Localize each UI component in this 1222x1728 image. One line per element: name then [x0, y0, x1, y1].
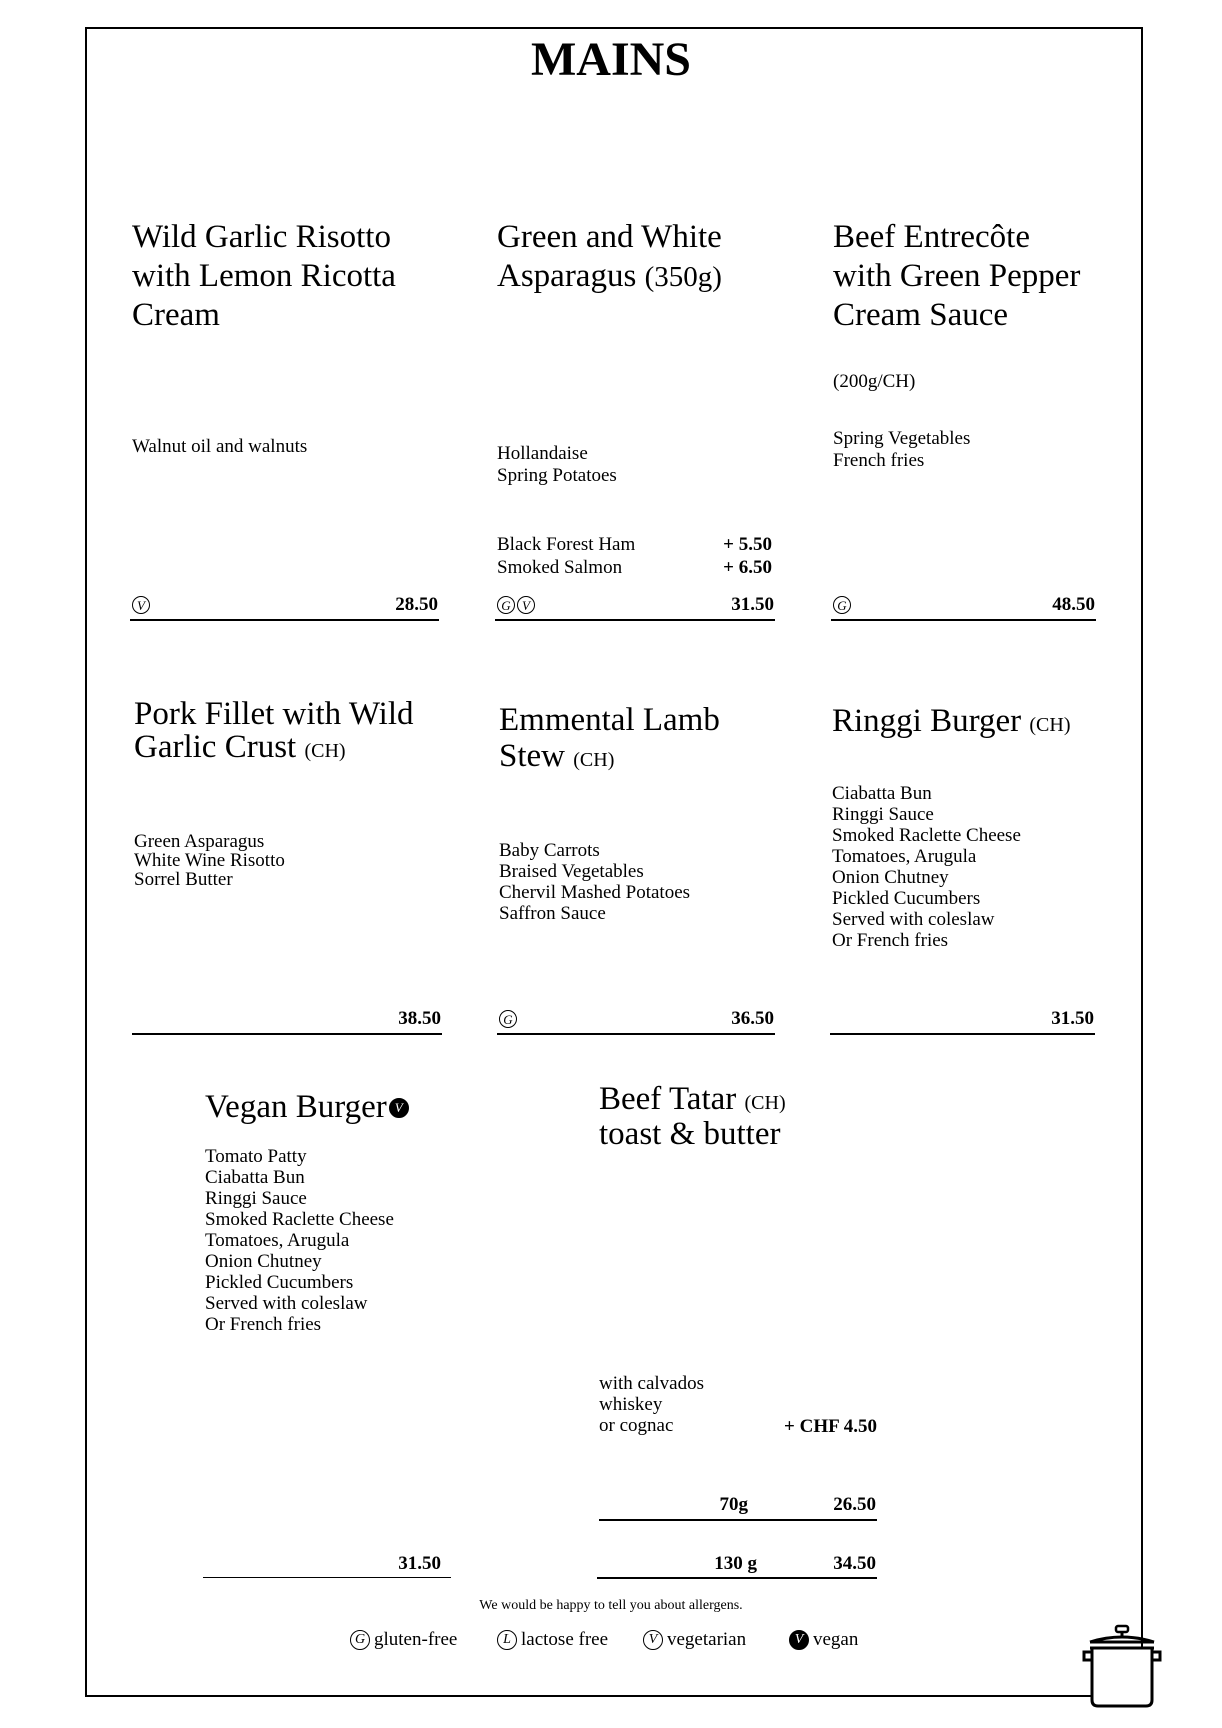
legend-label: lactose free: [521, 1629, 609, 1650]
dish-price-vegan: 31.50: [398, 1553, 441, 1574]
dish-rule-ringgi: [830, 1033, 1095, 1035]
dish-note-entrecote: (200g/CH): [833, 371, 916, 392]
gluten-free-icon: G: [833, 596, 851, 614]
cooking-pot-icon: [1080, 1624, 1166, 1708]
dish-name-asparagus: Green and White Asparagus (350g): [497, 219, 722, 294]
dish-name-risotto: Wild Garlic Risotto with Lemon Ricotta Cream: [132, 219, 396, 333]
extra-label-ham: Black Forest Ham: [497, 534, 636, 555]
gluten-free-icon: G: [499, 1010, 517, 1028]
dish-rule-pork: [132, 1033, 442, 1035]
portion-rule-large: [597, 1577, 877, 1579]
dish-price-asparagus: 31.50: [731, 594, 774, 615]
extra-price-ham: + 5.50: [723, 534, 772, 555]
dish-name-vegan: Vegan Burger V: [205, 1088, 505, 1127]
legend-vegan: [789, 1628, 858, 1652]
gluten-free-icon: G: [350, 1630, 370, 1650]
dish-sides-lamb: Baby Carrots Braised Vegetables Chervil Mashed Potatoes Saffron Sauce: [499, 840, 691, 924]
dish-rule-risotto: [130, 619, 439, 621]
dish-name-ringgi: Ringgi Burger (CH): [832, 703, 1071, 739]
page-title: MAINS: [530, 33, 691, 86]
allergen-note: We would be happy to tell you about allergens.: [479, 1598, 743, 1613]
legend-vegetarian: [643, 1628, 746, 1652]
dish-name-pork: Pork Fillet with Wild Garlic Crust (CH): [134, 696, 414, 765]
portion-price-small: 26.50: [833, 1494, 876, 1515]
dish-addon-tatar: with calvados whiskey or cognac: [599, 1373, 705, 1436]
dish-rule-lamb: [497, 1033, 775, 1035]
vegetarian-icon: V: [132, 596, 150, 614]
legend-lactose-free: [497, 1628, 608, 1652]
vegan-icon: V: [789, 1630, 809, 1650]
portion-size-small: 70g: [719, 1494, 748, 1515]
dish-sides-pork: Green Asparagus White Wine Risotto Sorrel Butter: [134, 831, 285, 890]
dish-sides-vegan: Tomato Patty Ciabatta Bun Ringgi Sauce Smoked Raclette Cheese Tomatoes, Arugula Onion Chutney Pickled Cucumbers Served with coleslaw Or French fries: [205, 1146, 394, 1335]
dish-icons-asparagus: [497, 596, 535, 614]
dish-name-entrecote: Beef Entrecôte with Green Pepper Cream Sauce: [833, 219, 1081, 333]
dish-icons-entrecote: [833, 596, 851, 614]
portion-rule-small: [599, 1519, 877, 1521]
dish-sides-asparagus: Hollandaise Spring Potatoes: [497, 443, 617, 486]
dish-sides-entrecote: Spring Vegetables French fries: [833, 428, 971, 471]
legend-label: vegetarian: [667, 1629, 747, 1650]
dish-rule-entrecote: [831, 619, 1096, 621]
legend-gluten-free: [350, 1628, 457, 1652]
gluten-free-icon: G: [497, 596, 515, 614]
vegan-icon: V: [389, 1098, 409, 1118]
extra-price-salmon: + 6.50: [723, 557, 772, 578]
vegetarian-icon: V: [643, 1630, 663, 1650]
dish-price-ringgi: 31.50: [1051, 1008, 1094, 1029]
dish-sides-ringgi: Ciabatta Bun Ringgi Sauce Smoked Raclette Cheese Tomatoes, Arugula Onion Chutney Pickled Cucumbers Served with coleslaw Or French fries: [832, 783, 1021, 951]
dish-name-tatar: Beef Tatar (CH) toast & butter: [599, 1081, 786, 1152]
dish-sides-risotto: Walnut oil and walnuts: [132, 436, 308, 457]
vegetarian-icon: V: [517, 596, 535, 614]
dish-price-lamb: 36.50: [731, 1008, 774, 1029]
dish-rule-asparagus: [495, 619, 775, 621]
dish-price-risotto: 28.50: [395, 594, 438, 615]
legend-label: vegan: [813, 1629, 859, 1650]
dish-rule-vegan: [203, 1577, 451, 1578]
dish-icons-lamb: [499, 1010, 517, 1028]
dish-addon-price-tatar: + CHF 4.50: [784, 1416, 877, 1437]
dish-name-lamb: Emmental Lamb Stew (CH): [499, 702, 720, 774]
portion-size-large: 130 g: [714, 1553, 757, 1574]
portion-price-large: 34.50: [833, 1553, 876, 1574]
extra-label-salmon: Smoked Salmon: [497, 557, 623, 578]
dish-icons-risotto: [132, 596, 150, 614]
dish-price-pork: 38.50: [398, 1008, 441, 1029]
legend-label: gluten-free: [374, 1629, 458, 1650]
dish-price-entrecote: 48.50: [1052, 594, 1095, 615]
lactose-free-icon: L: [497, 1630, 517, 1650]
